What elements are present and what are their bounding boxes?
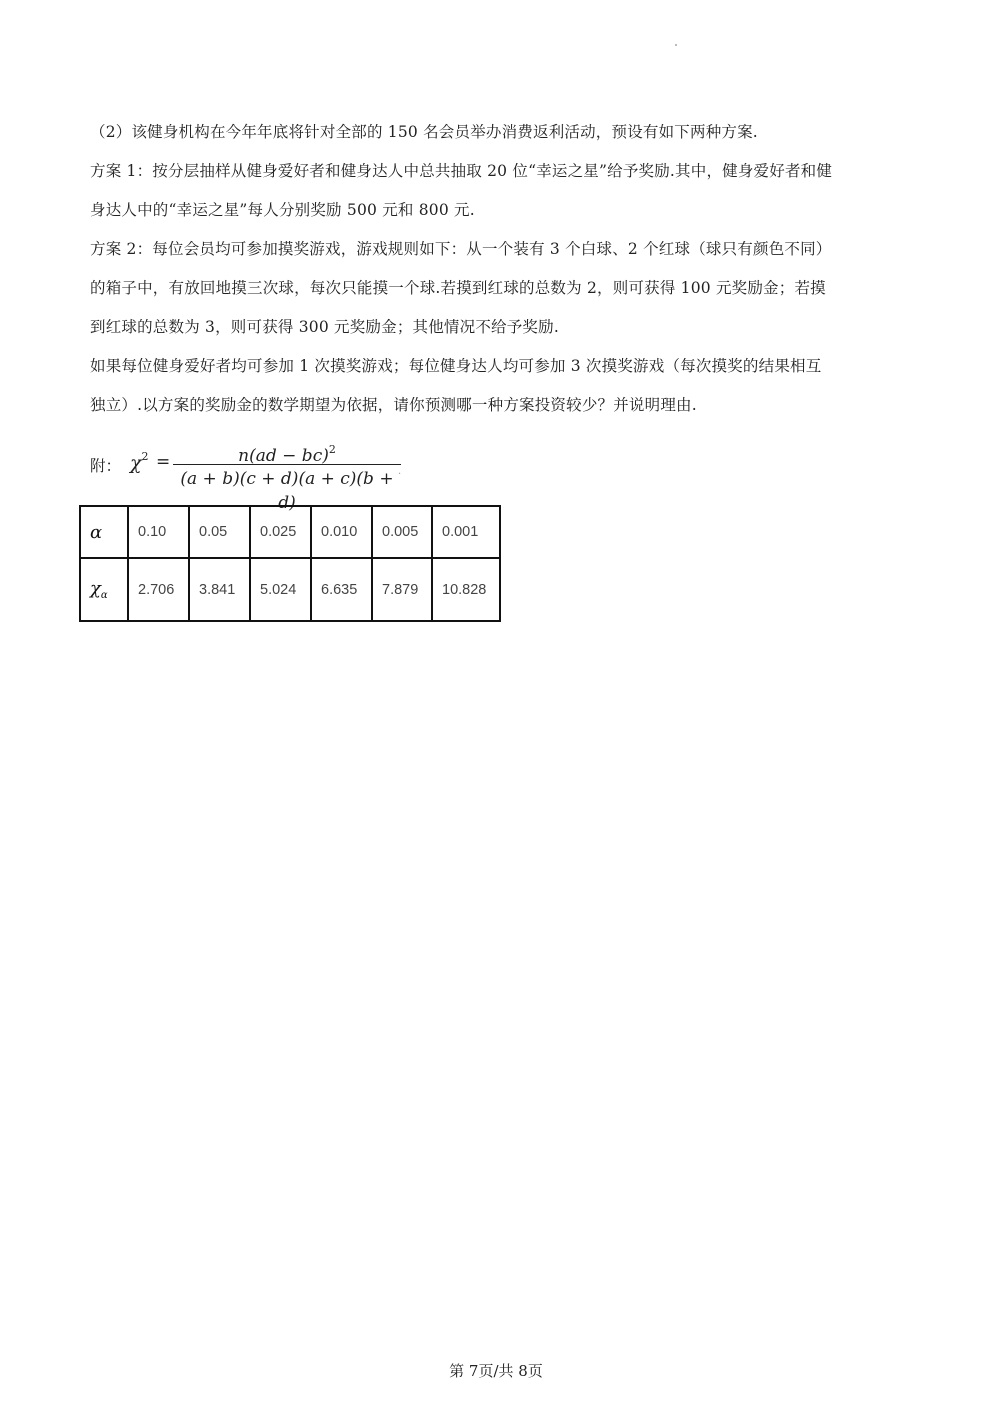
formula-numerator [172,438,402,466]
paragraph-condition-line-1: 如果每位健身爱好者均可参加 1 次摸奖游戏；每位健身达人均可参加 3 次摸奖游戏（每次摸奖的结果相互 [90,357,822,375]
chi-cell: 10.828 [432,558,500,621]
chi-header-letter: χ [90,578,101,599]
alpha-cell: 0.005 [372,506,432,558]
alpha-header: α [80,506,128,558]
paragraph-condition-line-2: 独立）.以方案的奖励金的数学期望为依据，请你预测哪一种方案投资较少？并说明理由. [90,396,697,414]
paragraph-plan-2-line-3: 到红球的总数为 3，则可获得 300 元奖励金；其他情况不给予奖励. [90,318,559,336]
formula-fraction [172,438,402,515]
alpha-cell: 0.05 [189,506,250,558]
scan-speck [675,44,677,46]
chi-cell: 2.706 [128,558,189,621]
equals-sign: = [156,452,171,472]
alpha-cell: 0.025 [250,506,311,558]
critical-value-table [79,505,501,622]
alpha-cell: 0.010 [311,506,372,558]
chi-letter: χ [130,452,142,474]
numerator-text: n(ad − bc) [238,446,329,466]
paragraph-plan-2-line-1: 方案 2：每位会员均可参加摸奖游戏，游戏规则如下：从一个装有 3 个白球、2 个红球（球只有颜色不同） [90,240,832,258]
chi-header-subscript: α [100,590,108,601]
paragraph-plan-2-line-2: 的箱子中，有放回地摸三次球，每次只能摸一个球.若摸到红球的总数为 2，则可获得 100 元奖励金；若摸 [90,279,826,297]
formula-period: . [398,466,402,477]
chi-cell: 7.879 [372,558,432,621]
chi-alpha-header [80,558,128,621]
alpha-cell: 0.10 [128,506,189,558]
chi-square-symbol [130,450,149,474]
chi-square-formula [90,438,510,513]
formula-denominator: (a + b)(c + d)(a + c)(b + d) [180,469,394,513]
chi-cell: 6.635 [311,558,372,621]
page-number-footer: 第 7页/共 8页 [449,1362,543,1380]
formula-label: 附： [90,457,122,475]
paragraph-plan-1-line-1: 方案 1：按分层抽样从健身爱好者和健身达人中总共抽取 20 位“幸运之星”给予奖励.其中，健身爱好者和健 [90,162,833,180]
chi-power: 2 [141,450,149,463]
chi-cell: 5.024 [250,558,311,621]
paragraph-plan-1-line-2: 身达人中的“幸运之星”每人分别奖励 500 元和 800 元. [90,201,475,219]
table-row-chi [80,558,500,621]
numerator-power: 2 [328,443,336,456]
chi-cell: 3.841 [189,558,250,621]
paragraph-question-2: （2）该健身机构在今年年底将针对全部的 150 名会员举办消费返利活动，预设有如下两种方案. [90,123,758,141]
alpha-cell: 0.001 [432,506,500,558]
table-row-alpha [80,506,500,558]
